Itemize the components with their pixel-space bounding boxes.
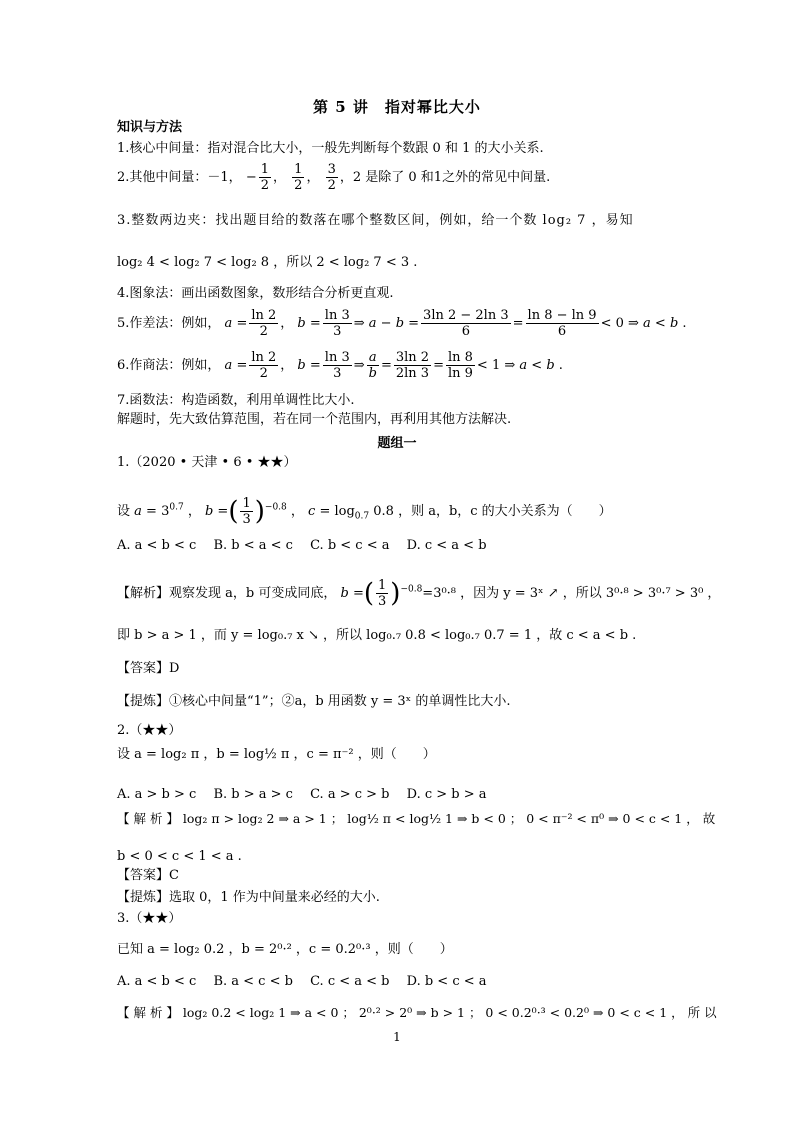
q3-stem: 已知 a = log₂ 0.2 ，b = 2⁰·² ，c = 0.2⁰·³ ，则（ ） xyxy=(117,942,453,957)
q3-header: 3.（★★） xyxy=(117,911,182,926)
method-3: 3.整数两边夹：找出题目给的数落在哪个整数区间，例如，给一个数 log₂ 7 ，易知 xyxy=(117,213,634,228)
method-2-prefix: 2.其他中间量：－1， xyxy=(117,170,242,185)
method-summary: 解题时，先大致估算范围，若在同一个范围内，再利用其他方法解决. xyxy=(117,412,512,427)
method-2-suffix: ，2 是除了 0 和1之外的常见中间量. xyxy=(339,170,551,185)
q3-options: A. a < b < c B. a < c < b C. c < a < b D. b < c < a xyxy=(117,974,487,989)
method-5-prefix: 5.作差法：例如， xyxy=(117,316,221,331)
q3-analysis: 【 解 析 】 log₂ 0.2 < log₂ 1 ⇒ a < 0 ； 2⁰·² > 2⁰ ⇒ b > 1 ； 0 < 0.2⁰·³ < 0.2⁰ ⇒ 0 < c < 1 ， 所 以 xyxy=(117,1005,717,1020)
q1-tip: 【提炼】①核心中间量“1”；②a，b 用函数 y = 3ˣ 的单调性比大小. xyxy=(117,694,511,709)
method-5: 5.作差法：例如， a = $\frac{\ln 2}{2}$ ， b = $\frac{\ln 3}{3}$ ⇒ a − b = $\frac{3\ln 2 - 2\ln 3}{6}$ = $\frac{\ln 8 - \ln 9}{6}$ < 0 ⇒ a < b . xyxy=(117,308,687,339)
q2-stem: 设 a = log₂ π ，b = log½ π ，c = π⁻² ，则（ ） xyxy=(117,747,436,762)
q2-analysis-2: b < 0 < c < 1 < a . xyxy=(117,849,242,864)
section-heading: 知识与方法 xyxy=(117,120,183,135)
q1-header: 1.（2020 • 天津 • 6 • ★★） xyxy=(117,455,297,470)
method-3-continued: log₂ 4 < log₂ 7 < log₂ 8 ，所以 2 < log₂ 7 < 3 . xyxy=(117,255,418,270)
method-6-prefix: 6.作商法：例如， xyxy=(117,358,221,373)
fraction-three-halves: $\frac{3}{2}$ xyxy=(327,162,336,193)
method-7: 7.函数法：构造函数，利用单调性比大小. xyxy=(117,393,355,408)
fraction-half-neg: $\frac{1}{2}$ xyxy=(260,162,270,193)
q2-analysis: 【 解 析 】 log₂ π > log₂ 2 ⇒ a > 1 ； log½ π < log½ 1 ⇒ b < 0 ； 0 < π⁻² < π⁰ ⇒ 0 < c < 1 ， 故 xyxy=(117,811,716,826)
q2-tip: 【提炼】选取 0，1 作为中间量来必经的大小. xyxy=(117,890,380,905)
method-6: 6.作商法：例如， a = $\frac{\ln 2}{2}$ ， b = $\frac{\ln 3}{3}$ ⇒ $\frac{a}{b}$ = $\frac{3\ln 2}{2\ln 3}$ = $\frac{\ln 8}{\ln 9}$ < 1 ⇒ a < b . xyxy=(117,350,563,381)
q1-analysis: 【解析】观察发现 a，b 可变成同底， b =( $\frac{1}{3}$ )$^{-0.8}$=3⁰·⁸ ，因为 y = 3ˣ ↗ ，所以 3⁰·⁸ > 3⁰·⁷ > 3⁰ ， xyxy=(117,578,721,609)
method-2: 2.其他中间量：－1， − $\frac{1}{2}$ ， $\frac{1}{2}$ ， $\frac{3}{2}$ ，2 是除了 0 和1之外的常见中间量. xyxy=(117,162,551,193)
q1-options: A. a < b < c B. b < a < c C. b < c < a D. c < a < b xyxy=(117,538,487,553)
q1-stem: 设 $a = 3^{0.7}$ ， b =( $\frac{1}{3}$ )$^{-0.8}$ ， $c = \log_{0.7} 0.8$ ，则 a，b，c 的大小关系为（ ） xyxy=(117,496,612,527)
page-number: 1 xyxy=(393,1030,401,1044)
group-title: 题组一 xyxy=(377,436,417,451)
q1-analysis-2: 即 b > a > 1 ，而 y = log₀.₇ x ↘ ，所以 log₀.₇ 0.8 < log₀.₇ 0.7 = 1 ，故 c < a < b . xyxy=(117,628,637,643)
method-4: 4.图象法：画出函数图象，数形结合分析更直观. xyxy=(117,286,394,301)
q2-answer: 【答案】C xyxy=(117,868,179,883)
fraction-half: $\frac{1}{2}$ xyxy=(294,162,303,193)
page-title: 第 5 讲 指对幂比大小 xyxy=(313,98,481,116)
method-1: 1.核心中间量：指对混合比大小，一般先判断每个数跟 0 和 1 的大小关系. xyxy=(117,141,544,156)
q2-options: A. a > b > c B. b > a > c C. a > c > b D. c > b > a xyxy=(117,787,487,802)
q1-answer: 【答案】D xyxy=(117,661,180,676)
q2-header: 2.（★★） xyxy=(117,723,182,738)
